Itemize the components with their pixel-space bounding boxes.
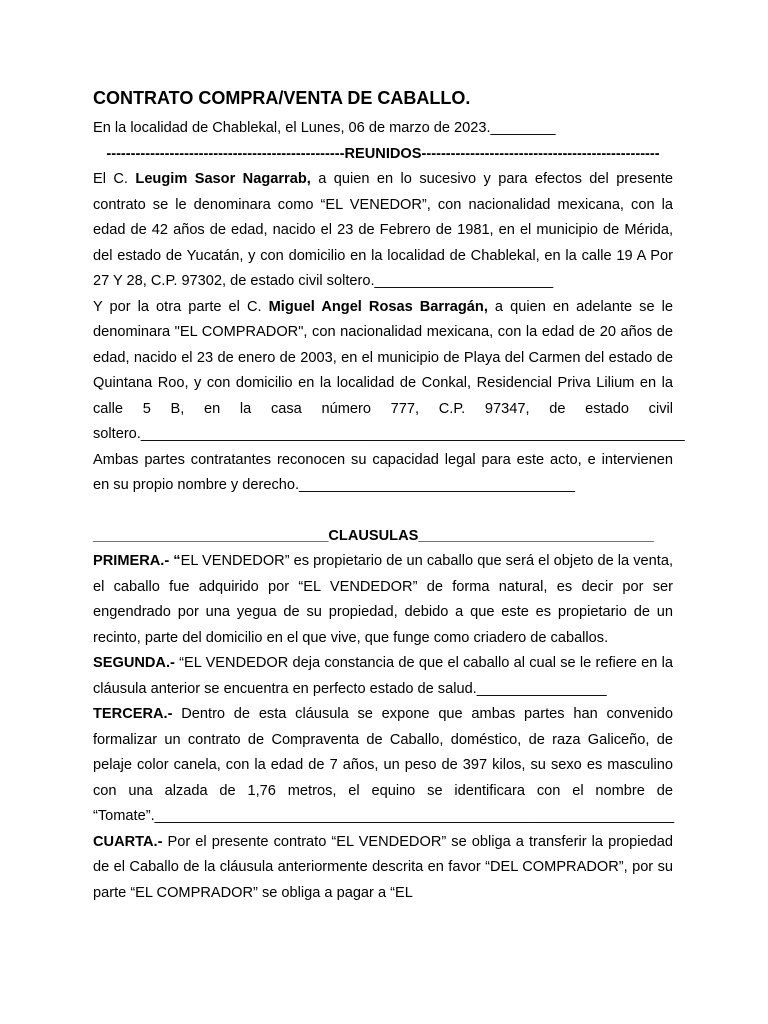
segunda-label: SEGUNDA.- bbox=[93, 655, 175, 671]
cuarta-label: CUARTA.- bbox=[93, 833, 163, 850]
intro-paragraph: En la localidad de Chablekal, el Lunes, 06 de marzo de 2023.________ bbox=[93, 120, 556, 136]
clause-segunda bbox=[93, 651, 673, 702]
comprador-name: Miguel Angel Rosas Barragán, bbox=[268, 298, 488, 315]
contract-page bbox=[93, 86, 685, 906]
document-title: CONTRATO COMPRA/VENTA DE CABALLO. bbox=[93, 88, 471, 108]
clause-tercera bbox=[93, 702, 673, 830]
tercera-text: Dentro de esta cláusula se expone que ambas partes han convenido formalizar un contrato de Compraventa de Caballo, doméstico, de raza Galiceño, de pelaje color canela, con la edad de 7 años, un peso de 397 kilos, su sexo es masculino con una alzada de 1,76 metros, el equino se identificara con el nombre de “Tomate”.________________________________________________________________ bbox=[93, 706, 675, 824]
vendedor-text: a quien en lo sucesivo y para efectos del presente contrato se le denominara como “EL VENEDOR”, con nacionalidad mexicana, con la edad de 42 años de edad, nacido el 23 de Febrero de 1981, en el municipio de Mérida, del estado de Yucatán, y con domicilio en la localidad de Chablekal, en la calle 19 A Por 27 Y 28, C.P. 97302, de estado civil soltero.______________________ bbox=[93, 171, 673, 289]
blank-line bbox=[93, 499, 673, 524]
cuarta-text: Por el presente contrato “EL VENDEDOR” se obliga a transferir la propiedad de el Caballo de la cláusula anteriormente descrita en favor “DEL COMPRADOR”, por su parte “EL COMPRADOR” se obliga a pagar a “EL bbox=[93, 833, 673, 901]
primera-text: EL VENDEDOR” es propietario de un caballo que será el objeto de la venta, el caballo fue adquirido por “EL VENDEDOR” de forma natural, es decir por ser engendrado por una yegua de su propiedad, debido a que este es propietario de un recinto, parte del domicilio en el que vive, que funge como criadero de caballos. bbox=[93, 553, 673, 646]
primera-label: PRIMERA.- “ bbox=[93, 553, 181, 569]
vendedor-paragraph bbox=[93, 167, 673, 295]
comprador-prefix: Y por la otra parte el C. bbox=[93, 298, 269, 315]
segunda-text: “EL VENDEDOR deja constancia de que el caballo al cual se le refiere en la cláusula anterior se encuentra en perfecto estado de salud.________________ bbox=[93, 655, 673, 697]
clause-primera bbox=[93, 549, 673, 651]
ambas-paragraph: Ambas partes contratantes reconocen su capacidad legal para este acto, e intervienen en su propio nombre y derecho.__________________________________ bbox=[93, 451, 673, 493]
clause-cuarta bbox=[93, 830, 673, 907]
vendedor-prefix: El C. bbox=[93, 171, 136, 187]
comprador-paragraph bbox=[93, 295, 685, 448]
clausulas-heading: _____________________________CLAUSULAS_____________________________ bbox=[93, 527, 654, 544]
vendedor-name: Leugim Sasor Nagarrab, bbox=[135, 171, 311, 187]
comprador-text: a quien en adelante se le denominara "EL COMPRADOR", con nacionalidad mexicana, con la edad de 20 años de edad, nacido el 23 de enero de 2003, en el municipio de Playa del Carmen del estado de Quintana Roo, y con domicilio en la localidad de Conkal, Residencial Priva Lilium en la calle 5 B, en la casa número 777, C.P. 97347, de estado civil soltero.___________________________________________________________________ bbox=[93, 298, 685, 442]
tercera-label: TERCERA.- bbox=[93, 706, 173, 722]
reunidos-heading: -------------------------------------------------REUNIDOS------------------------------------------------- bbox=[106, 145, 660, 162]
